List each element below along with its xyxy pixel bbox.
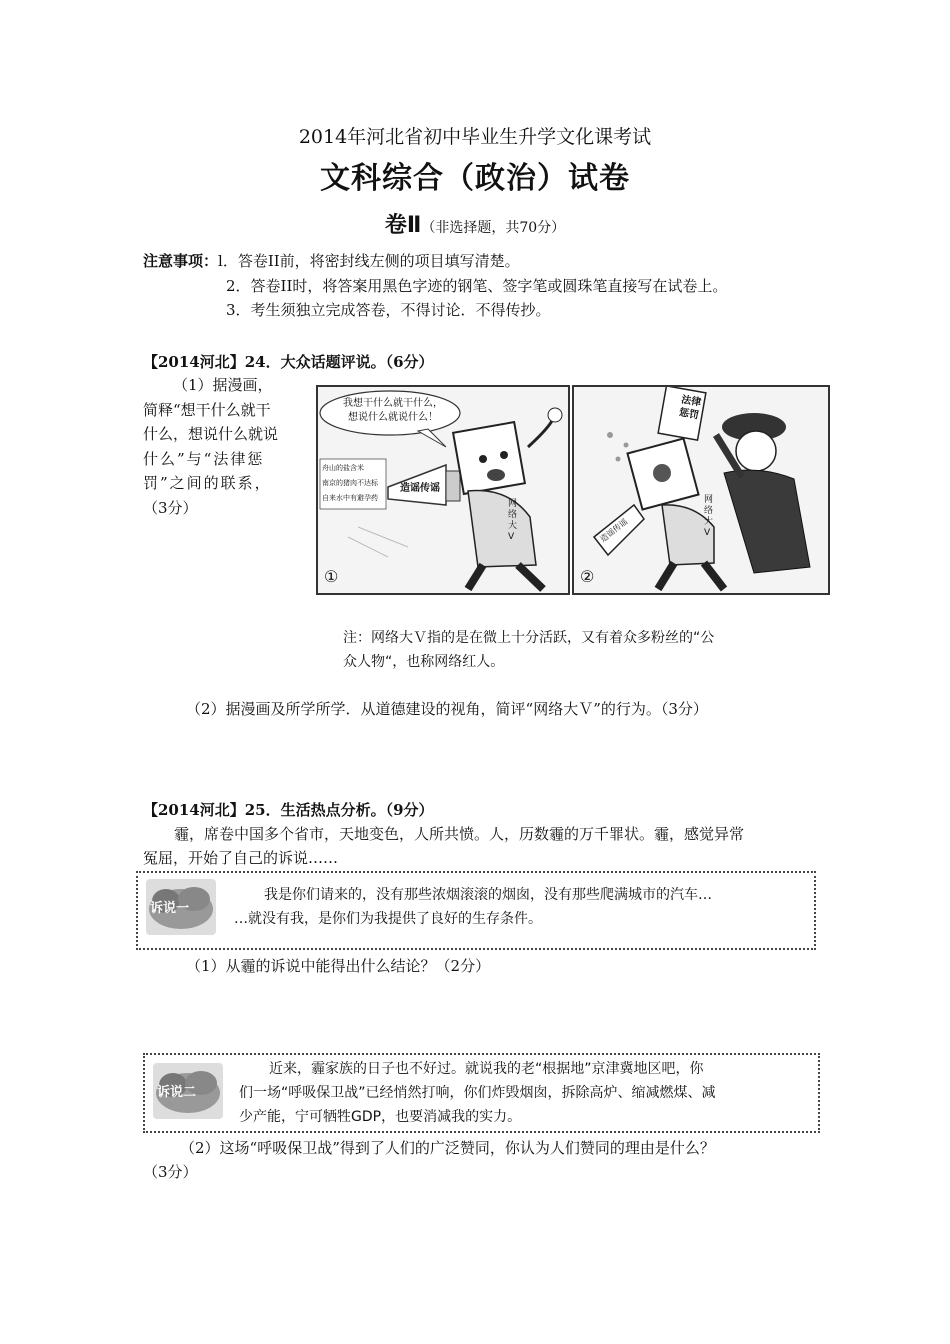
stamp-2 bbox=[153, 1063, 223, 1119]
q25-heading: 【2014河北】25．生活热点分析。（9分） bbox=[143, 801, 434, 819]
q24-heading: 【2014河北】24．大众话题评说。（6分） bbox=[143, 353, 434, 371]
note-line: 众人物“，也称网络红人。 bbox=[343, 654, 505, 670]
q24-part1-line: （1）据漫画， bbox=[173, 376, 273, 394]
stamp-1-label: 诉说一 bbox=[150, 901, 190, 916]
q25-part1: （1）从霾的诉说中能得出什么结论？（2分） bbox=[186, 957, 491, 975]
quote-box-1 bbox=[136, 871, 816, 950]
volume-label: 卷Ⅱ bbox=[384, 213, 422, 238]
comic-panel-2 bbox=[572, 385, 830, 595]
box1-line: …就没有我，是你们为我提供了良好的生存条件。 bbox=[234, 911, 542, 927]
panel1-side-text bbox=[322, 461, 386, 506]
notice-item-1: l．答卷II前，将密封线左侧的项目填写清楚。 bbox=[218, 252, 520, 270]
comic-panel-1 bbox=[316, 385, 570, 595]
box2-line: 们一场“呼吸保卫战”已经悄然打响，你们炸毁烟囱，拆除高炉、缩减燃煤、减 bbox=[239, 1085, 716, 1101]
box1-line: 我是你们请来的，没有那些浓烟滚滚的烟囱，没有那些爬满城市的汽车… bbox=[264, 887, 712, 903]
panel1-body-label: 网络大V bbox=[508, 499, 518, 542]
exam-title: 2014年河北省初中毕业生升学文化课考试 bbox=[298, 126, 652, 148]
panel2-body-label: 网络大V bbox=[704, 495, 714, 538]
q24-note bbox=[343, 626, 714, 674]
q25-part2-line: （2）这场“呼吸保卫战”得到了人们的广泛赞同，你认为人们赞同的理由是什么？ bbox=[180, 1139, 715, 1157]
box2-line: 近来，霾家族的日子也不好过。就说我的老“根据地”京津冀地区吧，你 bbox=[269, 1061, 704, 1077]
bubble-line: 想说什么就说什么！ bbox=[348, 412, 438, 423]
quote-box-2 bbox=[143, 1053, 820, 1133]
panel1-megaphone-label: 造谣传谣 bbox=[400, 483, 440, 494]
bubble-line: 我想干什么就干什么， bbox=[343, 398, 443, 409]
notice-label: 注意事项： bbox=[143, 252, 219, 270]
q24-part1-line: 什么，想说什么就说 bbox=[143, 425, 279, 443]
box1-text bbox=[234, 883, 712, 931]
side-text-line: 舟山的盐含米 bbox=[322, 464, 364, 472]
q24-part1-line: 简释“想干什么就干 bbox=[143, 400, 271, 419]
q25-intro-line: 冤屈，开始了自己的诉说…… bbox=[143, 849, 339, 867]
stamp-2-label: 诉说二 bbox=[157, 1085, 197, 1100]
notice-block bbox=[143, 250, 520, 272]
panel2-number: ② bbox=[580, 567, 595, 586]
stamp-1 bbox=[146, 879, 216, 935]
panel1-bubble-text bbox=[328, 397, 458, 425]
box2-line: 少产能，宁可牺牲GDP，也要消减我的实力。 bbox=[239, 1109, 522, 1125]
panel2-megaphone-label: 造谣传谣 bbox=[598, 517, 630, 544]
q24-part2: （2）据漫画及所学所学．从道德建设的视角，简评“网络大Ｖ”的行为。（3分） bbox=[186, 700, 708, 718]
volume-note: （非选择题，共70分） bbox=[421, 220, 566, 236]
notice-item-3: 3．考生须独立完成答卷，不得讨论．不得传抄。 bbox=[226, 301, 551, 319]
q24-part1-line: 罚”之间的联系， bbox=[143, 474, 272, 492]
panel1-number: ① bbox=[324, 567, 339, 586]
subject-title: 文科综合（政治）试卷 bbox=[320, 161, 630, 196]
side-text-line: 自来水中有避孕药 bbox=[322, 494, 378, 502]
q24-part1-line: 什么”与“法律惩 bbox=[143, 449, 265, 468]
note-line: 注：网络大Ｖ指的是在微上十分活跃，又有着众多粉丝的“公 bbox=[343, 630, 715, 646]
q25-intro-line: 霾，席卷中国多个省市，天地变色，人所共愤。人，历数霾的万千罪状。霾，感觉异常 bbox=[174, 825, 745, 843]
volume-line bbox=[0, 208, 950, 239]
side-text-line: 南京的猪肉不达标 bbox=[322, 479, 378, 487]
q24-part1-line: （3分） bbox=[143, 498, 198, 517]
q25-part2-line: （3分） bbox=[143, 1163, 198, 1181]
q24-part1 bbox=[143, 373, 303, 520]
notice-item-2: 2．答卷II时，将答案用黑色字迹的钢笔、签字笔或圆珠笔直接写在试卷上。 bbox=[226, 277, 728, 295]
panel2-law-sign: 法律惩罚 bbox=[678, 394, 702, 422]
box2-text bbox=[239, 1057, 716, 1129]
